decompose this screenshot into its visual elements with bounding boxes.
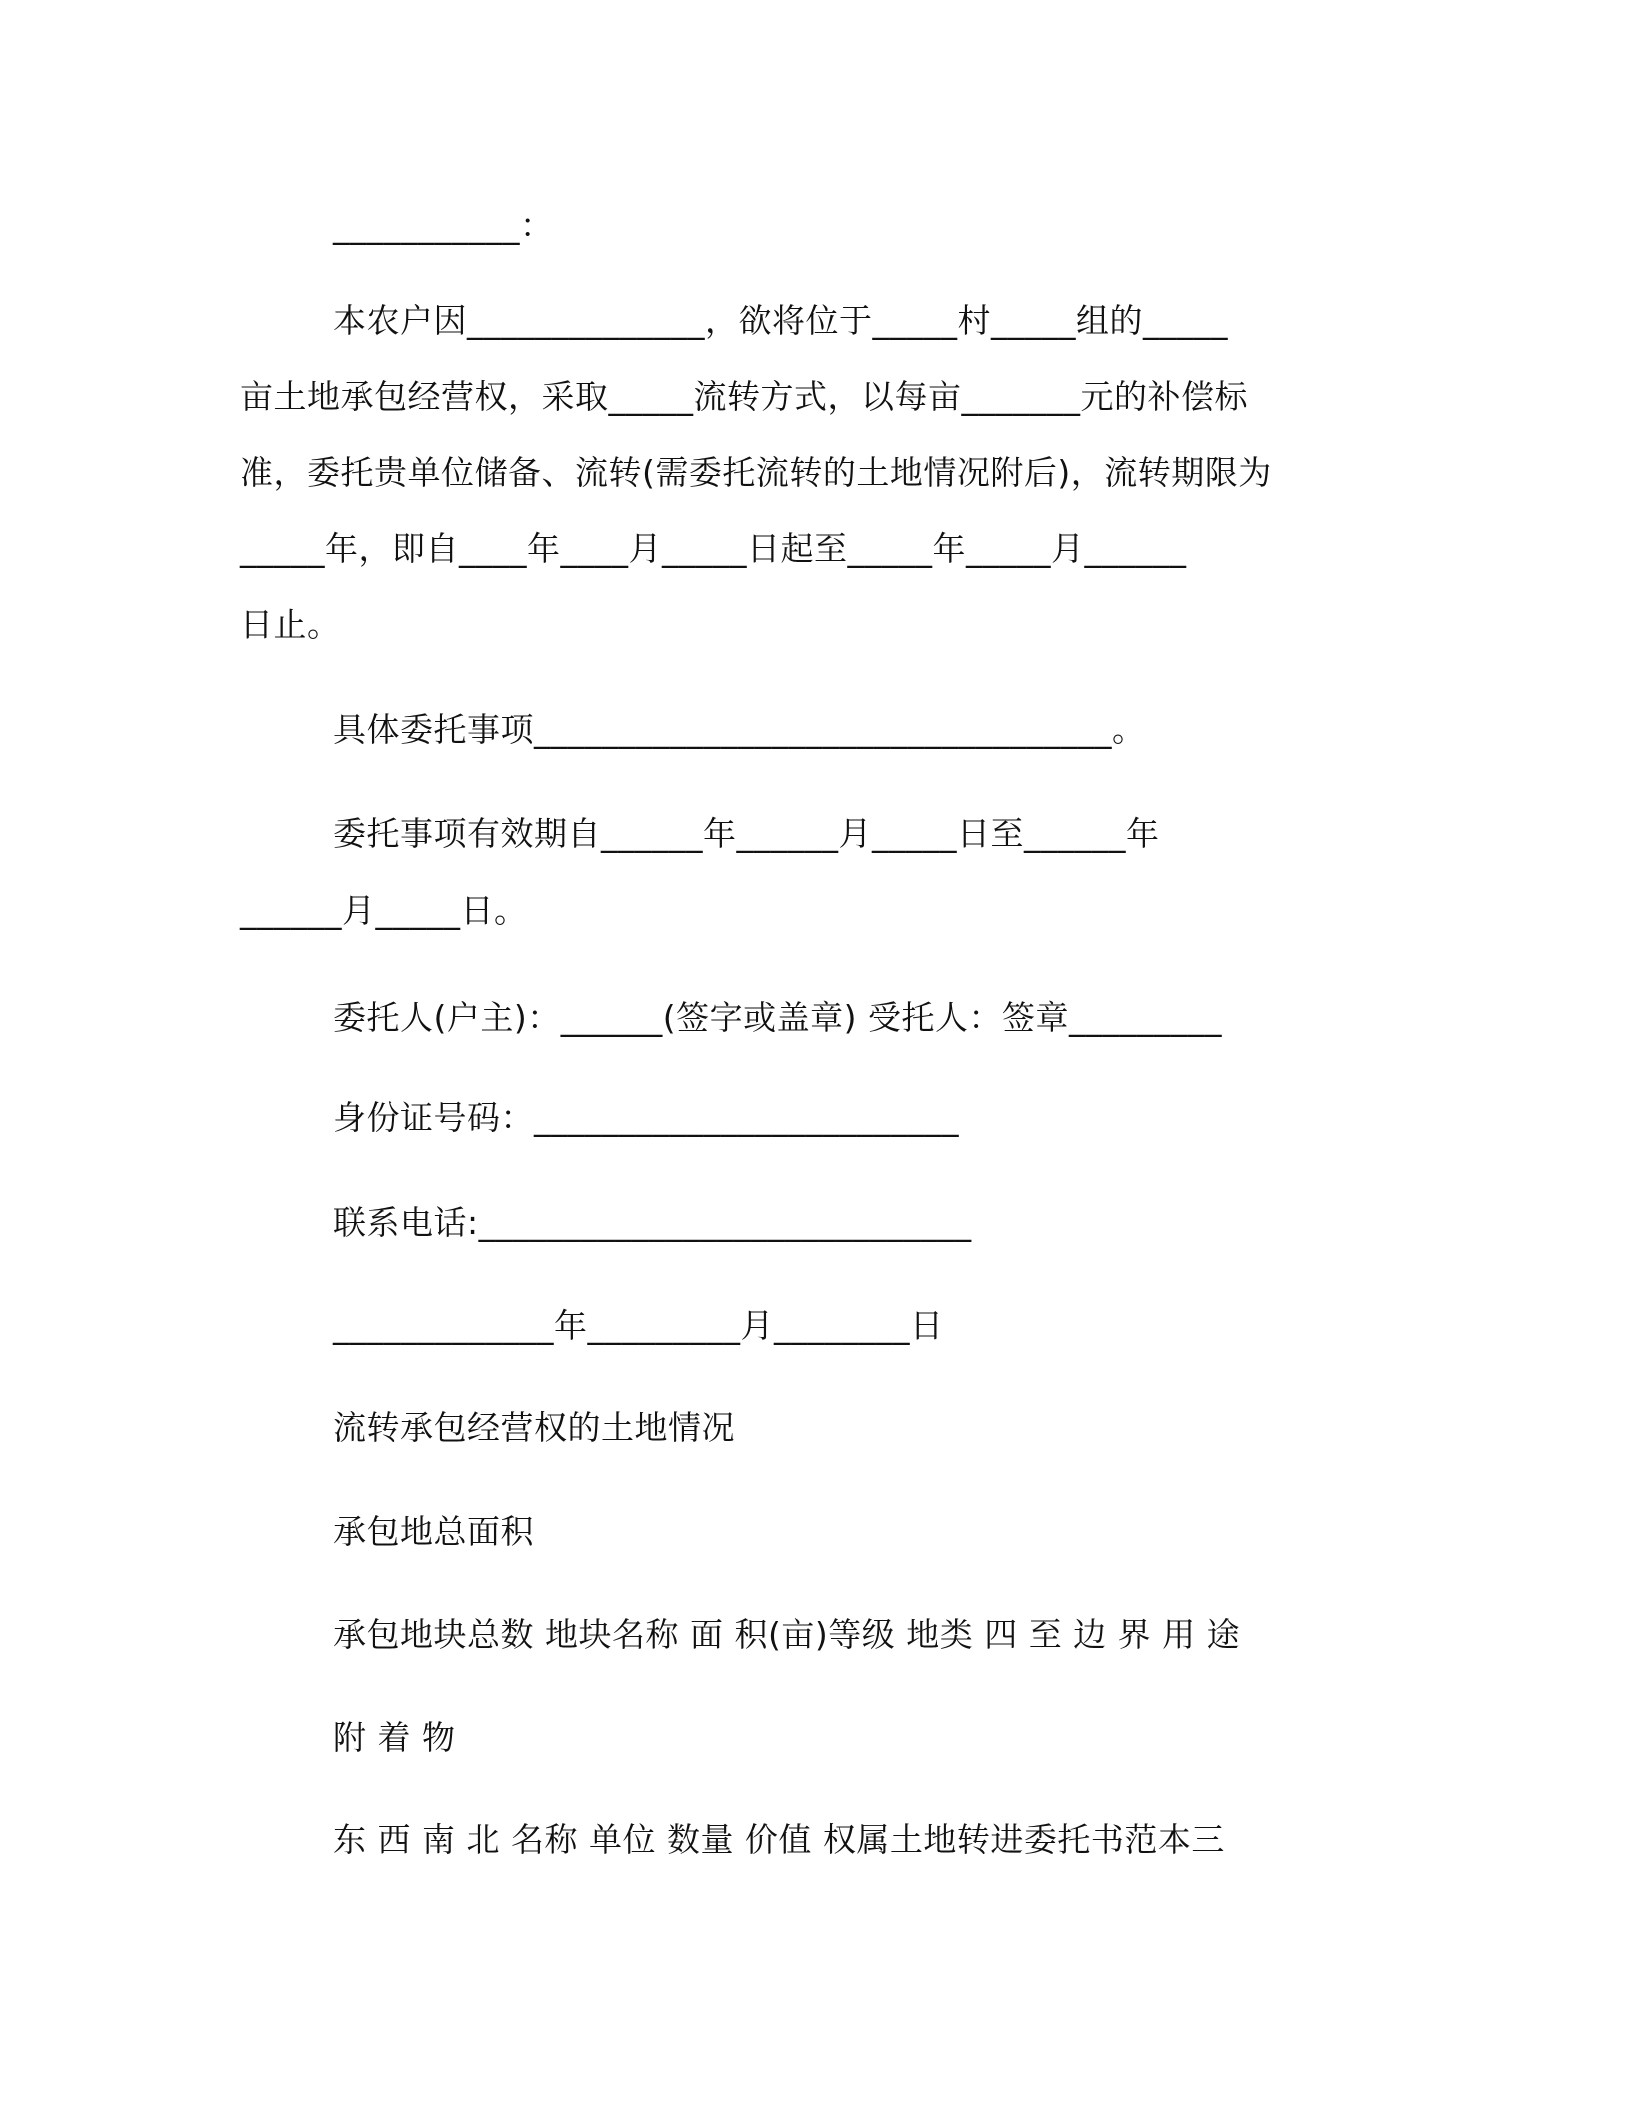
addressee-line: ___________： [333,206,554,245]
signatures-line: 委托人(户主)：______(签字或盖章) 受托人：签章_________ [333,998,1222,1037]
parcel-columns-line: 承包地块总数 地块名称 面 积(亩)等级 地类 四 至 边 界 用 途 [333,1615,1241,1654]
boundary-columns-line: 东 西 南 北 名称 单位 数量 价值 权属土地转进委托书范本三 [333,1820,1225,1859]
paragraph-1-line-3: 准，委托贵单位储备、流转(需委托流转的土地情况附后)，流转期限为 [240,453,1272,492]
paragraph-1-line-1: 本农户因______________，欲将位于_____村_____组的_____ [333,301,1228,340]
validity-period-line-1: 委托事项有效期自______年______月_____日至______年 [333,814,1160,853]
total-area-line: 承包地总面积 [333,1512,534,1551]
paragraph-1-line-5: 日止。 [240,605,341,644]
paragraph-1-line-2: 亩土地承包经营权，采取_____流转方式，以每亩_______元的补偿标 [240,377,1248,416]
phone-line: 联系电话:_____________________________ [333,1203,972,1242]
specific-matters-line: 具体委托事项__________________________________。 [333,710,1146,749]
validity-period-line-2: ______月_____日。 [240,891,528,930]
id-number-line: 身份证号码：_________________________ [333,1098,959,1137]
paragraph-1-line-4: _____年，即自____年____月_____日起至_____年_____月______ [240,529,1187,568]
land-info-heading: 流转承包经营权的土地情况 [333,1408,735,1447]
attachments-line: 附 着 物 [333,1718,456,1757]
date-line: _____________年_________月________日 [333,1306,944,1345]
